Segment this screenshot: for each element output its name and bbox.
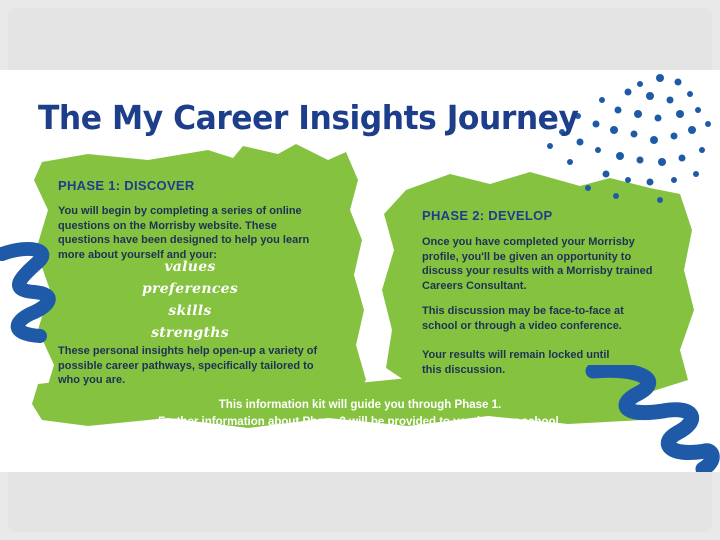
slide-canvas — [0, 70, 720, 472]
phase2-para1: Once you have completed your Morrisby profile, you'll be given an opportunity to discuss your results with a Morrisby trained Careers Consultant. — [422, 236, 653, 292]
phase1-outro: These personal insights help open-up a variety of possible career pathways, specifically tailored to who you are. — [58, 345, 318, 386]
keyword-item: strengths — [151, 325, 229, 341]
keyword-item: values — [164, 259, 216, 275]
phase1-heading: PHASE 1: DISCOVER — [58, 178, 195, 193]
phase1-keyword-list — [140, 256, 240, 344]
keyword-item: preferences — [141, 281, 239, 297]
phase2-heading: PHASE 2: DEVELOP — [422, 208, 553, 223]
blue-dots-decoration — [540, 70, 720, 210]
keyword-item: skills — [168, 303, 212, 319]
page-title: The My Career Insights Journey — [38, 98, 579, 137]
footer-line2: Further information about Phase 2 will be provided to you by your school. — [158, 416, 562, 428]
phase2-para2: This discussion may be face-to-face at school or through a video conference. — [422, 305, 624, 332]
phase1-intro: You will begin by completing a series of online questions on the Morrisby website. These questions have been designed to help you learn more about yourself and your: — [58, 205, 310, 261]
right-blue-squiggle — [585, 365, 720, 472]
footer-note — [120, 397, 600, 431]
phase2-para3: Your results will remain locked until this discussion. — [422, 349, 610, 376]
footer-line1: This information kit will guide you through Phase 1. — [218, 399, 502, 411]
